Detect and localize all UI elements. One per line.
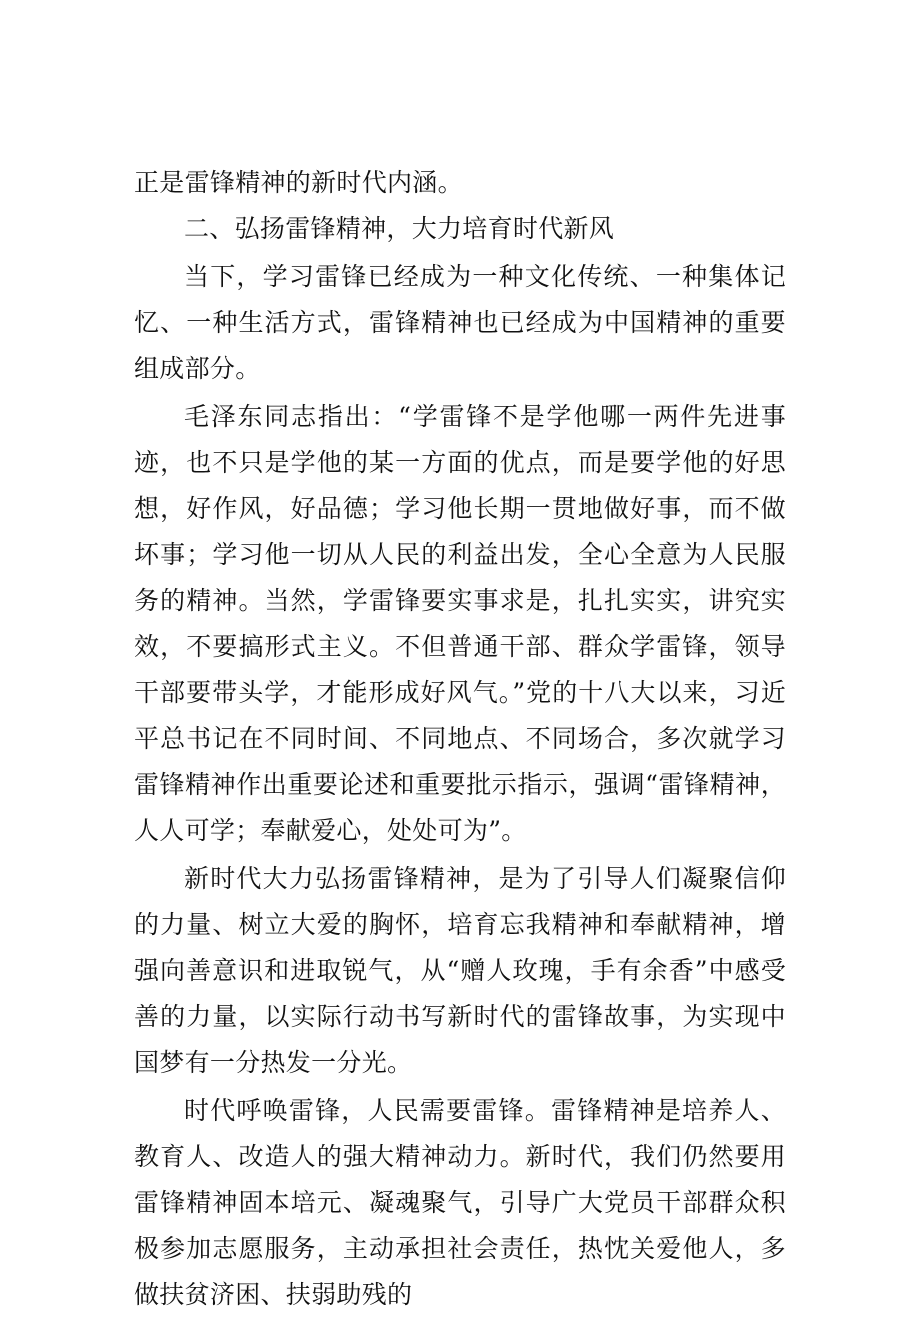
body-paragraph-4: 时代呼唤雷锋，人民需要雷锋。雷锋精神是培养人、教育人、改造人的强大精神动力。新时代，我们仍然要用雷锋精神固本培元、凝魂聚气，引导广大党员干部群众积极参加志愿服务，主动承担社会责任，热忱关爱他人，多做扶贫济困、扶弱助残的 — [134, 1096, 786, 1309]
body-paragraph-1: 当下，学习雷锋已经成为一种文化传统、一种集体记忆、一种生活方式，雷锋精神也已经成为中国精神的重要组成部分。 — [134, 262, 786, 383]
body-paragraph-2: 毛泽东同志指出：“学雷锋不是学他哪一两件先进事迹，也不只是学他的某一方面的优点，而是要学他的好思想，好作风，好品德；学习他长期一贯地做好事，而不做坏事；学习他一切从人民的利益出发，全心全意为人民服务的精神。当然，学雷锋要实事求是，扎扎实实，讲究实效，不要搞形式主义。不但普通干部、群众学雷锋，领导干部要带头学，才能形成好风气。”党的十八大以来，习近平总书记在不同时间、不同地点、不同场合，多次就学习雷锋精神作出重要论述和重要批示指示，强调“雷锋精神，人人可学；奉献爱心，处处可为”。 — [134, 402, 786, 845]
continuation-paragraph: 正是雷锋精神的新时代内涵。 — [134, 168, 463, 197]
section-heading: 二、弘扬雷锋精神，大力培育时代新风 — [184, 214, 615, 243]
document-page — [134, 160, 786, 1318]
body-paragraph-3: 新时代大力弘扬雷锋精神，是为了引导人们凝聚信仰的力量、树立大爱的胸怀，培育忘我精神和奉献精神，增强向善意识和进取锐气，从“赠人玫瑰，手有余香”中感受善的力量，以实际行动书写新时代的雷锋故事，为实现中国梦有一分热发一分光。 — [134, 864, 786, 1077]
